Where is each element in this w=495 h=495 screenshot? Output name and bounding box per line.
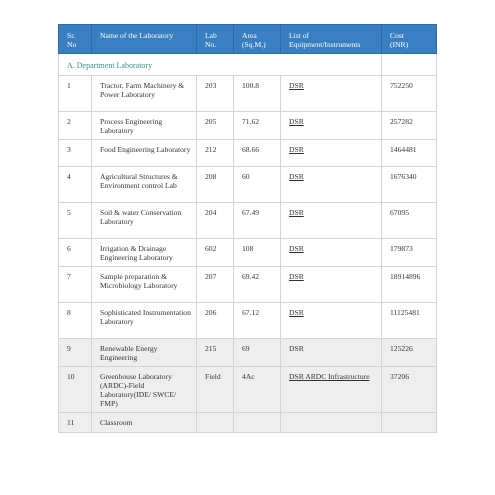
row-cost: 179873 [382,239,437,267]
row-lab-name: Greenhouse Laboratory (ARDC)-Field Laboratory(IDE/ SWCE/ FMP) [92,367,197,413]
row-lab-name: Renewable Energy Engineering [92,339,197,367]
table-row [59,140,437,167]
table-row [59,267,437,303]
row-lab-name: Process Engineering Laboratory [92,112,197,140]
row-equipment [281,239,382,267]
row-cost: 67095 [382,203,437,239]
row-sr-no: 3 [59,140,92,167]
row-lab-name: Tractor, Farm Machinery & Power Laboratory [92,76,197,112]
row-equipment [281,167,382,203]
row-equipment [281,367,382,413]
table-row [59,203,437,239]
row-sr-no: 6 [59,239,92,267]
row-lab-no: 204 [197,203,234,239]
row-lab-no [197,413,234,433]
row-sr-no: 4 [59,167,92,203]
row-lab-name: Sample preparation & Microbiology Laboratory [92,267,197,303]
table-row [59,413,437,433]
table-row [59,239,437,267]
row-sr-no: 5 [59,203,92,239]
row-cost: 1676340 [382,167,437,203]
table-row [59,112,437,140]
row-lab-no: 212 [197,140,234,167]
equipment-text: DSR [289,344,304,353]
row-lab-name: Sophisticated Instrumentation Laboratory [92,303,197,339]
row-area: 108 [234,239,281,267]
header-sr-no-line2: No [67,40,77,49]
row-equipment [281,267,382,303]
row-sr-no: 8 [59,303,92,339]
row-lab-no: 215 [197,339,234,367]
equipment-link[interactable]: DSR [289,244,304,253]
header-area-line2: (Sq.M.) [242,40,266,49]
row-lab-no: 207 [197,267,234,303]
table-row [59,167,437,203]
row-cost: 1464481 [382,140,437,167]
row-area: 60 [234,167,281,203]
row-sr-no: 1 [59,76,92,112]
row-sr-no: 2 [59,112,92,140]
table-header-row [59,25,437,54]
row-cost: 11125481 [382,303,437,339]
section-label: A. Department Laboratory [59,54,382,76]
row-lab-name: Agricultural Structures & Environment control Lab [92,167,197,203]
row-lab-no: 206 [197,303,234,339]
row-area: 4Ac [234,367,281,413]
row-lab-no: 208 [197,167,234,203]
header-lab-no-line2: No. [205,40,217,49]
header-sr-no-line1: Sr. [67,31,76,40]
row-area: 100.8 [234,76,281,112]
row-cost: 752250 [382,76,437,112]
row-area [234,413,281,433]
row-sr-no: 9 [59,339,92,367]
row-area: 71.62 [234,112,281,140]
header-cost-line1: Cost [390,31,404,40]
row-lab-name: Food Engineering Laboratory [92,140,197,167]
row-cost: 37206 [382,367,437,413]
table-row [59,303,437,339]
equipment-link[interactable]: DSR [289,172,304,181]
row-lab-name: Classroom [92,413,197,433]
table-row [59,339,437,367]
row-sr-no: 10 [59,367,92,413]
header-lab-no [197,25,234,54]
row-sr-no: 7 [59,267,92,303]
header-equipment-line1: List of [289,31,310,40]
equipment-link[interactable]: DSR [289,117,304,126]
row-lab-name: Soil & water Conservation Laboratory [92,203,197,239]
row-cost: 257282 [382,112,437,140]
equipment-link[interactable]: DSR [289,308,304,317]
row-equipment [281,203,382,239]
table-row [59,76,437,112]
equipment-link[interactable]: DSR [289,145,304,154]
table-row [59,367,437,413]
row-area: 69.42 [234,267,281,303]
section-row [59,54,437,76]
row-lab-name: Irrigation & Drainage Engineering Laboratory [92,239,197,267]
header-cost [382,25,437,54]
row-equipment [281,140,382,167]
table-body [59,54,437,433]
row-equipment [281,303,382,339]
header-area [234,25,281,54]
row-cost [382,413,437,433]
equipment-link[interactable]: DSR [289,272,304,281]
header-equipment [281,25,382,54]
row-area: 69 [234,339,281,367]
header-lab-no-line1: Lab [205,31,217,40]
laboratory-table [58,24,437,433]
section-empty-cell [382,54,437,76]
row-area: 67.12 [234,303,281,339]
row-lab-no: 602 [197,239,234,267]
row-equipment [281,76,382,112]
row-equipment [281,339,382,367]
row-equipment [281,112,382,140]
row-area: 67.49 [234,203,281,239]
row-sr-no: 11 [59,413,92,433]
header-area-line1: Area [242,31,257,40]
header-sr-no [59,25,92,54]
equipment-link[interactable]: DSR [289,81,304,90]
row-lab-no: 203 [197,76,234,112]
row-lab-no: Field [197,367,234,413]
row-cost: 125226 [382,339,437,367]
equipment-link[interactable]: DSR ARDC Infrastructure [289,372,370,381]
row-lab-no: 205 [197,112,234,140]
header-name: Name of the Laboratory [92,25,197,54]
header-equipment-line2: Equipment/Instruments [289,40,361,49]
equipment-link[interactable]: DSR [289,208,304,217]
row-cost: 18914896 [382,267,437,303]
row-equipment [281,413,382,433]
header-cost-line2: (INR) [390,40,409,49]
row-area: 68.66 [234,140,281,167]
